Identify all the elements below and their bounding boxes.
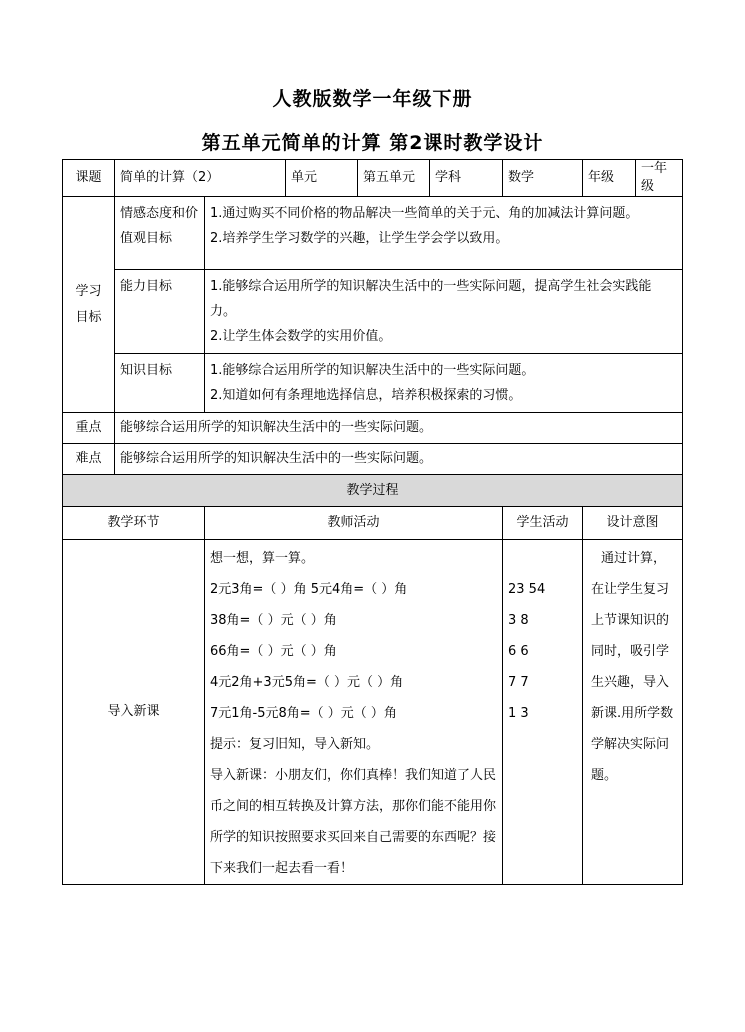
difficulty-text: 能够综合运用所学的知识解决生活中的一些实际问题。 xyxy=(115,444,683,475)
topic-label: 课题 xyxy=(63,160,115,197)
objective-name: 知识目标 xyxy=(115,354,205,413)
key-point-label: 重点 xyxy=(63,413,115,444)
process-row xyxy=(63,540,683,885)
student-line: 6 6 xyxy=(508,644,529,659)
subject-label: 学科 xyxy=(430,160,503,197)
teacher-line: 提示：复习旧知，导入新知。 xyxy=(210,737,380,752)
unit-value: 第五单元 xyxy=(358,160,430,197)
objective-content: 1.能够综合运用所学的知识解决生活中的一些实际问题，提高学生社会实践能力。 2.让学生体会数学的实用价值。 xyxy=(205,270,683,354)
objective-content: 1.能够综合运用所学的知识解决生活中的一些实际问题。 2.知道如何有条理地选择信息，培养积极探索的习惯。 xyxy=(205,354,683,413)
header-design: 设计意图 xyxy=(583,507,683,540)
teacher-line: 66角=（ ）元（ ）角 xyxy=(210,644,337,659)
grade-value: 一年级 xyxy=(636,160,683,197)
key-point-text: 能够综合运用所学的知识解决生活中的一些实际问题。 xyxy=(115,413,683,444)
subject-value: 数学 xyxy=(503,160,583,197)
objective-row xyxy=(63,270,683,354)
student-activity xyxy=(503,540,583,885)
header-teacher: 教师活动 xyxy=(205,507,503,540)
lesson-plan-table xyxy=(62,159,683,885)
process-header-row xyxy=(63,507,683,540)
teacher-intro: 导入新课：小朋友们，你们真棒！我们知道了人民币之间的相互转换及计算方法，那你们能不能用你所学的知识按照要求买回来自己需要的东西呢？接下来我们一起去看一看！ xyxy=(210,768,497,876)
teacher-line: 38角=（ ）元（ ）角 xyxy=(210,613,337,628)
teacher-line: 2元3角=（ ）角 5元4角=（ ）角 xyxy=(210,582,408,597)
objective-name: 能力目标 xyxy=(115,270,205,354)
process-title-row xyxy=(63,475,683,507)
process-title: 教学过程 xyxy=(63,475,683,507)
topic-value: 简单的计算（2） xyxy=(115,160,286,197)
key-point-row xyxy=(63,413,683,444)
header-stage: 教学环节 xyxy=(63,507,205,540)
stage-name: 导入新课 xyxy=(63,540,205,885)
difficulty-row xyxy=(63,444,683,475)
student-line xyxy=(508,543,577,574)
student-line: 23 54 xyxy=(508,582,546,597)
teacher-line: 4元2角+3元5角=（ ）元（ ）角 xyxy=(210,675,404,690)
unit-label: 单元 xyxy=(286,160,358,197)
objective-row xyxy=(63,354,683,413)
objectives-label: 学习目标 xyxy=(63,197,115,413)
teacher-line: 想一想，算一算。 xyxy=(210,551,315,566)
student-line: 3 8 xyxy=(508,613,529,628)
student-line: 7 7 xyxy=(508,675,529,690)
objective-row xyxy=(63,197,683,270)
teacher-activity xyxy=(205,540,503,885)
objective-name: 情感态度和价值观目标 xyxy=(115,197,205,270)
header-student: 学生活动 xyxy=(503,507,583,540)
grade-label: 年级 xyxy=(583,160,636,197)
design-intent: 通过计算，在让学生复习上节课知识的同时，吸引学生兴趣，导入新课.用所学数学解决实际问题。 xyxy=(583,540,683,885)
info-row xyxy=(63,160,683,197)
objective-content: 1.通过购买不同价格的物品解决一些简单的关于元、角的加减法计算问题。 2.培养学生学习数学的兴趣，让学生学会学以致用。 xyxy=(205,197,683,270)
teacher-line: 7元1角-5元8角=（ ）元（ ）角 xyxy=(210,706,397,721)
document-title: 人教版数学一年级下册 xyxy=(272,88,473,110)
document-subtitle: 第五单元简单的计算 第2课时教学设计 xyxy=(201,132,544,154)
difficulty-label: 难点 xyxy=(63,444,115,475)
student-line: 1 3 xyxy=(508,706,529,721)
